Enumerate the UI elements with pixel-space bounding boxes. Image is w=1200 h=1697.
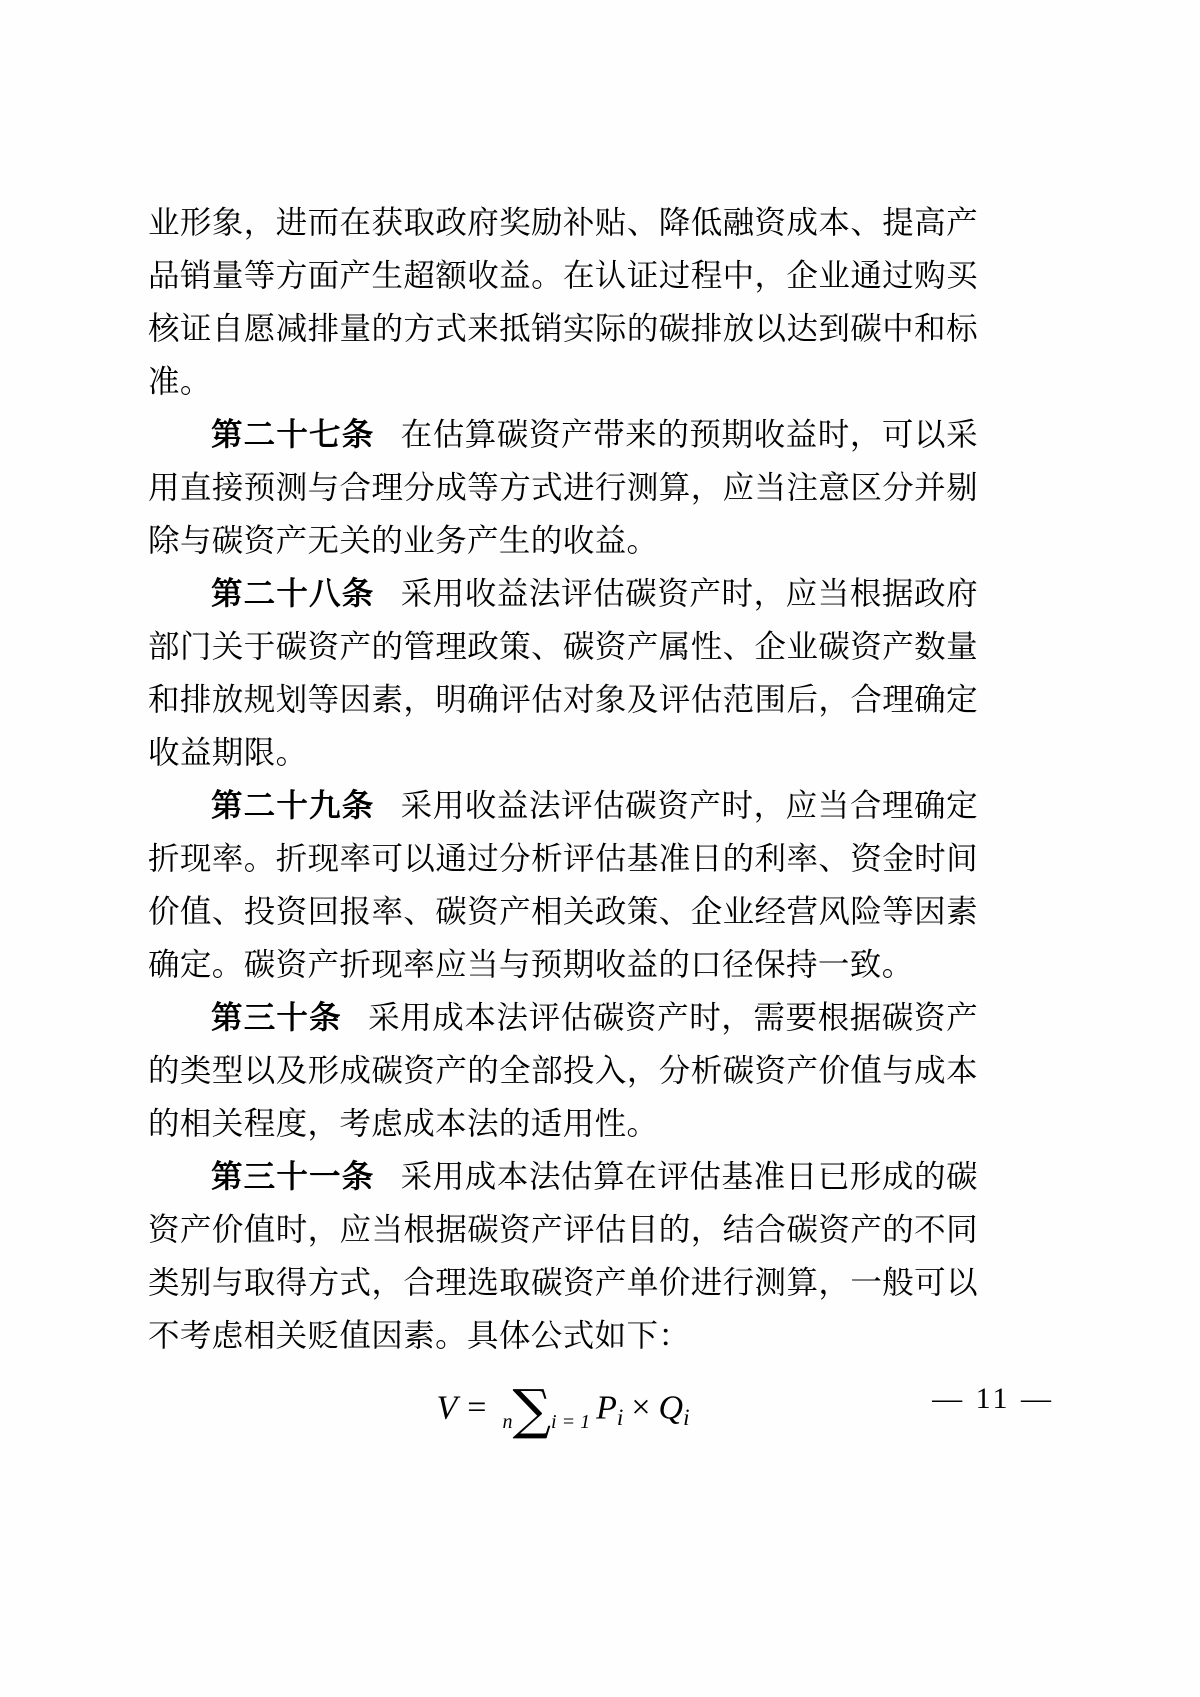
formula-term-q-sub: i: [683, 1404, 690, 1431]
summation-upper-limit: n: [502, 1411, 513, 1433]
page-number: — 11 —: [932, 1382, 1054, 1415]
article-27: [148, 408, 978, 567]
paragraph-text: 业形象，进而在获取政府奖励补贴、降低融资成本、提高产品销量等方面产生超额收益。在认证过程中，企业通过购买核证自愿减排量的方式来抵销实际的碳排放以达到碳中和标准。: [148, 205, 978, 399]
article-28: [148, 567, 978, 779]
article-label: 第三十一条: [211, 1159, 375, 1194]
sigma-icon: ∑: [512, 1378, 552, 1441]
article-text: 采用收益法评估碳资产时，应当合理确定折现率。折现率可以通过分析评估基准日的利率、资金时间价值、投资回报率、碳资产相关政策、企业经营风险等因素确定。碳资产折现率应当与预期收益的口径保持一致。: [148, 788, 978, 982]
article-text: 采用成本法评估碳资产时，需要根据碳资产的类型以及形成碳资产的全部投入，分析碳资产价值与成本的相关程度，考虑成本法的适用性。: [148, 1000, 978, 1141]
summation-lower-limit: i = 1: [551, 1411, 591, 1433]
article-label: 第二十九条: [211, 788, 375, 823]
article-text: 采用收益法评估碳资产时，应当根据政府部门关于碳资产的管理政策、碳资产属性、企业碳资产数量和排放规划等因素，明确评估对象及评估范围后，合理确定收益期限。: [148, 576, 978, 770]
article-text: 采用成本法估算在评估基准日已形成的碳资产价值时，应当根据碳资产评估目的，结合碳资产的不同类别与取得方式，合理选取碳资产单价进行测算，一般可以不考虑相关贬值因素。具体公式如下：: [148, 1159, 978, 1353]
article-label: 第二十八条: [211, 576, 375, 611]
paragraph-continued: [148, 196, 978, 408]
formula-term-p: P: [596, 1389, 617, 1427]
formula-multiply: ×: [631, 1389, 651, 1427]
article-text: 在估算碳资产带来的预期收益时，可以采用直接预测与合理分成等方式进行测算，应当注意区分并剔除与碳资产无关的业务产生的收益。: [148, 417, 978, 558]
formula-equals: =: [467, 1389, 487, 1427]
article-label: 第二十七条: [211, 417, 375, 452]
formula-term-q: Q: [658, 1389, 684, 1427]
article-29: [148, 779, 978, 991]
formula-lhs: V: [436, 1389, 458, 1427]
article-31: [148, 1150, 978, 1362]
article-label: 第三十条: [211, 1000, 342, 1035]
formula-term-p-sub: i: [616, 1404, 624, 1431]
page-body: [148, 196, 978, 1441]
article-30: [148, 991, 978, 1150]
